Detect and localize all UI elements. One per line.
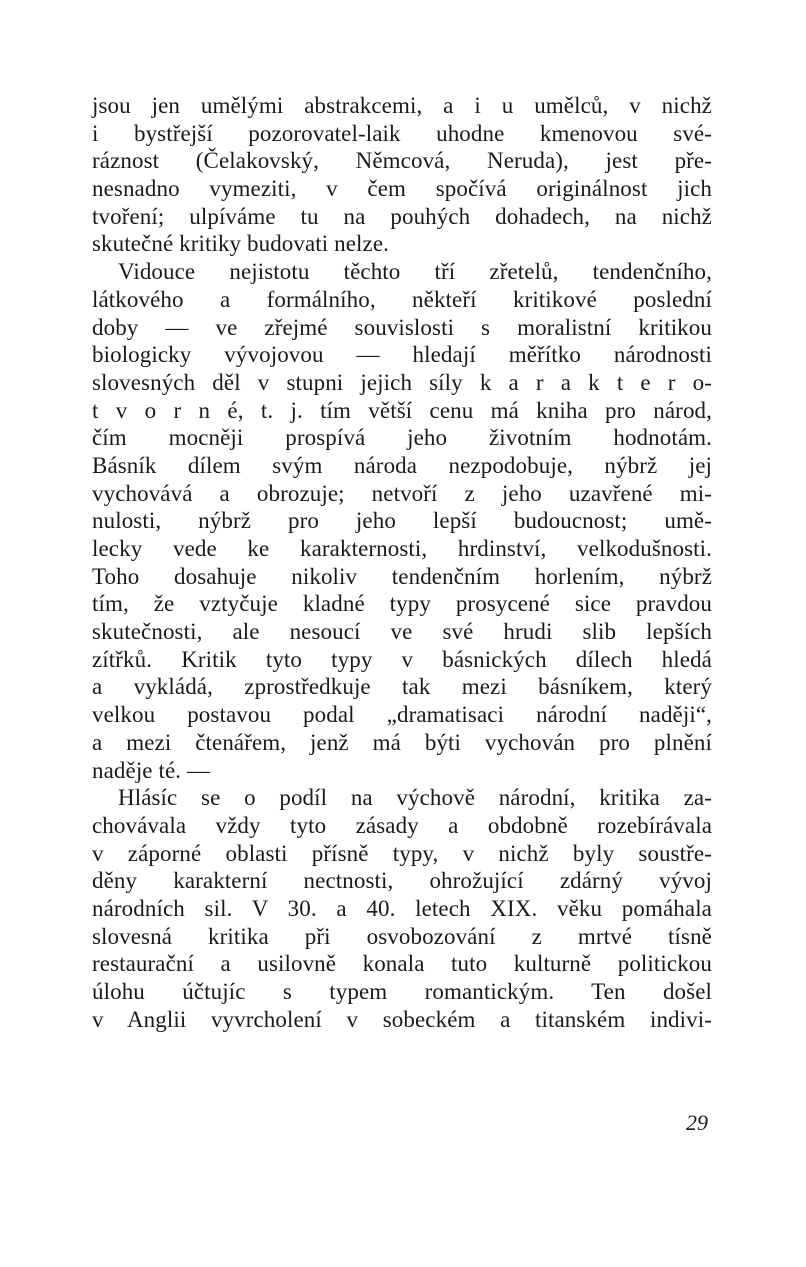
text-line: nulosti, nýbrž pro jeho lepší budoucnost; umě- <box>92 508 712 534</box>
text-line: Toho dosahuje nikoliv tendenčním horlením, nýbrž <box>92 563 712 589</box>
text-line: t v o r n é, t. j. tím větší cenu má kniha pro národ, <box>92 397 712 423</box>
page-text <box>92 92 712 1033</box>
text-line: a vykládá, zprostředkuje tak mezi básníkem, který <box>92 674 712 700</box>
page-number: 29 <box>686 1110 708 1135</box>
text-line: děny karakterní nectnosti, ohrožující zdárný vývoj <box>92 868 712 894</box>
text-line: velkou postavou podal „dramatisaci národní naději“, <box>92 702 712 728</box>
text-line: vychovává a obrozuje; netvoří z jeho uzavřené mi- <box>92 480 712 506</box>
text-line: skutečnosti, ale nesoucí ve své hrudi slib lepších <box>92 619 712 645</box>
text-line: naděje té. — <box>92 757 211 783</box>
text-line: úlohu účtujíc s typem romantickým. Ten došel <box>92 979 712 1004</box>
text-line: chovávala vždy tyto zásady a obdobně rozebírávala <box>92 812 712 838</box>
text-line: i bystřejší pozorovatel-laik uhodne kmenovou své- <box>92 120 712 146</box>
text-line: tvoření; ulpíváme tu na pouhých dohadech, na nichž <box>92 203 712 229</box>
text-line: látkového a formálního, někteří kritikové poslední <box>92 286 712 312</box>
text-line: jsou jen umělými abstrakcemi, a i u umělců, v nichž <box>92 93 712 118</box>
text-line: doby — ve zřejmé souvislosti s moralistní kritikou <box>92 314 712 340</box>
text-line: ráznost (Čelakovský, Němcová, Neruda), jest pře- <box>92 148 712 174</box>
text-line: tím, že vztyčuje kladné typy prosycené sice pravdou <box>92 591 712 617</box>
text-line: Hlásíc se o podíl na výchově národní, kritika za- <box>118 785 712 811</box>
text-line: a mezi čtenářem, jenž má býti vychován pro plnění <box>92 729 712 755</box>
text-line: slovesná kritika při osvobozování z mrtvé tísně <box>92 923 712 949</box>
paragraph-1 <box>92 92 712 258</box>
paragraph-2 <box>92 258 712 784</box>
text-line: lecky vede ke karakternosti, hrdinství, velkodušnosti. <box>92 536 712 561</box>
text-line: restaurační a usilovně konala tuto kulturně politickou <box>92 951 712 977</box>
text-line: čím mocněji prospívá jeho životním hodnotám. <box>92 425 712 451</box>
text-line: v záporné oblasti přísně typy, v nichž byly soustře- <box>92 840 712 866</box>
text-line: národních sil. V 30. a 40. letech XIX. věku pomáhala <box>92 895 712 921</box>
text-line: biologicky vývojovou — hledají měřítko národnosti <box>92 342 712 368</box>
text-line: skutečné kritiky budovati nelze. <box>92 231 389 257</box>
text-line: Vidouce nejistotu těchto tří zřetelů, tendenčního, <box>118 259 712 285</box>
paragraph-3 <box>92 784 712 1033</box>
text-line: Básník dílem svým národa nezpodobuje, nýbrž jej <box>92 452 712 478</box>
text-line: slovesných děl v stupni jejich síly k a r a k t e r o- <box>92 369 712 395</box>
text-line: nesnadno vymeziti, v čem spočívá originálnost jich <box>92 176 712 202</box>
text-line: zítřků. Kritik tyto typy v básnických dílech hledá <box>92 646 712 672</box>
text-line: v Anglii vyvrcholení v sobeckém a titanském indivi- <box>92 1006 712 1032</box>
